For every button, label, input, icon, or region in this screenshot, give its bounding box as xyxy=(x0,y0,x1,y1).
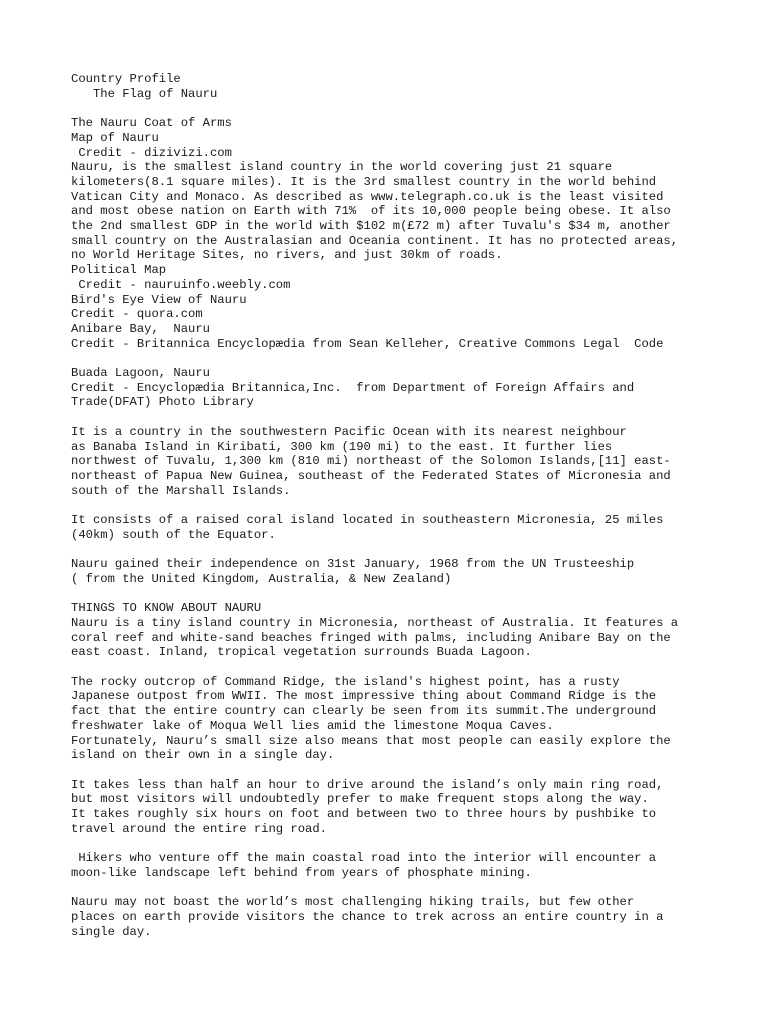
ring-road-paragraph-line: but most visitors will undoubtedly prefer to make frequent stops along the way. xyxy=(71,792,649,807)
anibare-caption: Anibare Bay, Nauru xyxy=(71,321,210,336)
anibare-credit: Credit - Britannica Encyclopædia from Sean Kelleher, Creative Commons Legal Code xyxy=(71,336,664,351)
intro-line: kilometers(8.1 square miles). It is the 3rd smallest country in the world behind xyxy=(71,174,657,189)
map-caption: Map of Nauru xyxy=(71,130,159,145)
trails-paragraph-line: Nauru may not boast the world’s most challenging hiking trails, but few other xyxy=(71,895,635,910)
blank-line xyxy=(71,498,711,513)
blank-line xyxy=(71,587,711,602)
overview-paragraph-line: coral reef and white-sand beaches fringed with palms, including Anibare Bay on the xyxy=(71,630,671,645)
overview-paragraph-line: east coast. Inland, tropical vegetation surrounds Buada Lagoon. xyxy=(71,645,532,660)
blank-line xyxy=(71,351,711,366)
blank-line xyxy=(71,660,711,675)
command-ridge-paragraph-line: Japanese outpost from WWII. The most impressive thing about Command Ridge is the xyxy=(71,689,657,704)
section-heading: THINGS TO KNOW ABOUT NAURU xyxy=(71,601,262,616)
independence-paragraph-line: ( from the United Kingdom, Australia, & New Zealand) xyxy=(71,571,452,586)
birds-eye-credit: Credit - quora.com xyxy=(71,307,203,322)
independence-paragraph-line: Nauru gained their independence on 31st January, 1968 from the UN Trusteeship xyxy=(71,557,635,572)
location-paragraph-line: It is a country in the southwestern Pacific Ocean with its nearest neighbour xyxy=(71,424,627,439)
buada-credit: Trade(DFAT) Photo Library xyxy=(71,395,254,410)
location-paragraph-line: south of the Marshall Islands. xyxy=(71,483,291,498)
intro-line: the 2nd smallest GDP in the world with $102 m(£72 m) after Tuvalu's $34 m, another xyxy=(71,219,671,234)
blank-line xyxy=(71,881,711,896)
buada-credit: Credit - Encyclopædia Britannica,Inc. from Department of Foreign Affairs and xyxy=(71,380,635,395)
doc-title: Country Profile xyxy=(71,72,181,86)
flag-caption: The Flag of Nauru xyxy=(71,86,218,101)
intro-line: and most obese nation on Earth with 71% of its 10,000 people being obese. It also xyxy=(71,204,671,219)
blank-line xyxy=(71,410,711,425)
ring-road-paragraph-line: It takes roughly six hours on foot and between two to three hours by pushbike to xyxy=(71,807,657,822)
trails-paragraph-line: places on earth provide visitors the chance to trek across an entire country in a xyxy=(71,909,664,924)
document-body xyxy=(71,72,711,939)
hikers-paragraph-line: Hikers who venture off the main coastal road into the interior will encounter a xyxy=(71,851,657,866)
command-ridge-paragraph-line: freshwater lake of Moqua Well lies amid the limestone Moqua Caves. xyxy=(71,718,554,733)
birds-eye-caption: Bird's Eye View of Nauru xyxy=(71,292,247,307)
political-map-caption: Political Map xyxy=(71,263,167,278)
buada-caption: Buada Lagoon, Nauru xyxy=(71,366,210,381)
intro-line: Vatican City and Monaco. As described as www.telegraph.co.uk is the least visited xyxy=(71,189,664,204)
location-paragraph-line: as Banaba Island in Kiribati, 300 km (190 mi) to the east. It further lies xyxy=(71,439,613,454)
intro-line: no World Heritage Sites, no rivers, and just 30km of roads. xyxy=(71,248,503,263)
intro-line: small country on the Australasian and Oceania continent. It has no protected areas, xyxy=(71,233,679,248)
intro-line: Nauru, is the smallest island country in the world covering just 21 square xyxy=(71,160,613,175)
command-ridge-paragraph-line: island on their own in a single day. xyxy=(71,748,335,763)
command-ridge-paragraph-line: The rocky outcrop of Command Ridge, the island's highest point, has a rusty xyxy=(71,674,620,689)
hikers-paragraph-line: moon-like landscape left behind from years of phosphate mining. xyxy=(71,865,532,880)
geography-paragraph-line: It consists of a raised coral island located in southeastern Micronesia, 25 miles xyxy=(71,513,664,528)
blank-line xyxy=(71,763,711,778)
location-paragraph-line: northwest of Tuvalu, 1,300 km (810 mi) northeast of the Solomon Islands,[11] east- xyxy=(71,454,671,469)
command-ridge-paragraph-line: fact that the entire country can clearly be seen from its summit.The underground xyxy=(71,704,657,719)
trails-paragraph-line: single day. xyxy=(71,924,152,939)
location-paragraph-line: northeast of Papua New Guinea, southeast of the Federated States of Micronesia and xyxy=(71,468,671,483)
blank-line xyxy=(71,101,711,116)
ring-road-paragraph-line: It takes less than half an hour to drive around the island’s only main ring road, xyxy=(71,777,664,792)
map-credit: Credit - dizivizi.com xyxy=(71,145,232,160)
geography-paragraph-line: (40km) south of the Equator. xyxy=(71,527,276,542)
overview-paragraph-line: Nauru is a tiny island country in Micronesia, northeast of Australia. It features a xyxy=(71,615,679,630)
ring-road-paragraph-line: travel around the entire ring road. xyxy=(71,821,327,836)
coat-of-arms-caption: The Nauru Coat of Arms xyxy=(71,116,232,131)
blank-line xyxy=(71,542,711,557)
political-map-credit: Credit - nauruinfo.weebly.com xyxy=(71,277,291,292)
command-ridge-paragraph-line: Fortunately, Nauru’s small size also means that most people can easily explore the xyxy=(71,733,671,748)
blank-line xyxy=(71,836,711,851)
